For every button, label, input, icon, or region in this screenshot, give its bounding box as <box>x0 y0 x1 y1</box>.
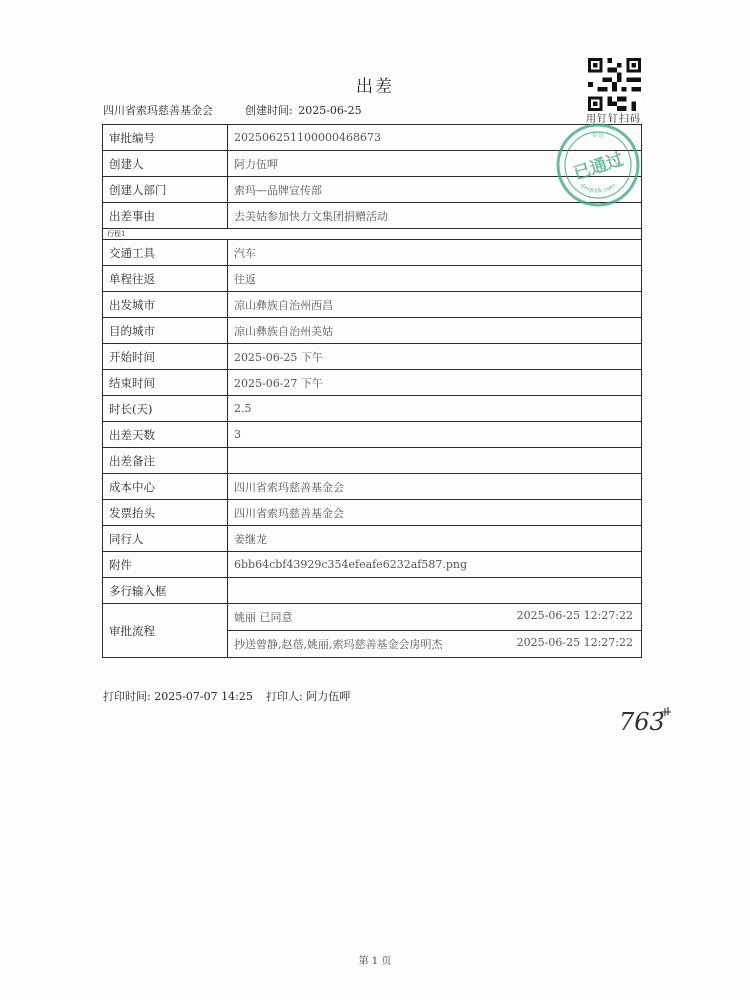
form-row <box>103 292 642 318</box>
field-value: 四川省索玛慈善基金会 <box>228 500 642 526</box>
field-label: 附件 <box>103 552 228 578</box>
approved-stamp-icon <box>553 120 643 210</box>
approval-step-time: 2025-06-25 12:27:22 <box>516 609 633 622</box>
field-label: 出发城市 <box>103 292 228 318</box>
field-value: 2025-06-27 下午 <box>228 370 642 396</box>
field-label: 出差备注 <box>103 448 228 474</box>
form-row <box>103 526 642 552</box>
field-value: 2.5 <box>228 396 642 422</box>
field-value: 6bb64cbf43929c354efeafe6232af587.png <box>228 552 642 578</box>
qr-code-icon <box>587 58 642 111</box>
created-value: 2025-06-25 <box>298 104 362 117</box>
field-label: 发票抬头 <box>103 500 228 526</box>
field-label: 结束时间 <box>103 370 228 396</box>
created-time <box>243 102 362 118</box>
handwritten-note <box>615 700 685 740</box>
svg-text:dingtalk.com <box>579 182 618 195</box>
form-row <box>103 318 642 344</box>
form-row <box>103 500 642 526</box>
field-value: 202506251100000468673 <box>228 125 642 151</box>
organization-name: 四川省索玛慈善基金会 <box>103 104 213 117</box>
form-row <box>103 240 642 266</box>
field-label: 出差事由 <box>103 203 228 229</box>
field-label: 单程往返 <box>103 266 228 292</box>
form-row <box>103 266 642 292</box>
field-value: 往返 <box>228 266 642 292</box>
field-label: 创建人 <box>103 151 228 177</box>
created-label: 创建时间: <box>245 104 293 117</box>
field-value: 索玛—品牌宣传部 <box>228 177 642 203</box>
form-row <box>103 474 642 500</box>
field-label: 多行输入框 <box>103 578 228 604</box>
field-value <box>228 448 642 474</box>
stamp-top-text: 审批 <box>591 131 605 140</box>
field-label: 审批编号 <box>103 125 228 151</box>
stamp-text: 已通过 <box>571 149 626 185</box>
approval-flow-label: 审批流程 <box>103 604 228 658</box>
field-value: 2025-06-25 下午 <box>228 344 642 370</box>
approval-step-text: 抄送曾静,赵蓓,姚丽,索玛慈善基金会房明杰 <box>234 638 443 651</box>
field-value: 姜继龙 <box>228 526 642 552</box>
field-value: 阿力伍呷 <box>228 151 642 177</box>
stamp-bottom-text: dingtalk.com <box>578 181 618 195</box>
field-label: 交通工具 <box>103 240 228 266</box>
field-value: 凉山彝族自治州西昌 <box>228 292 642 318</box>
printer-value: 阿力伍呷 <box>306 690 351 703</box>
field-label: 成本中心 <box>103 474 228 500</box>
qr-scan-label: 用钉钉扫码 <box>586 114 641 125</box>
print-time <box>103 688 253 704</box>
field-value: 去美姑参加快力文集团捐赠活动 <box>228 203 642 229</box>
form-row <box>103 344 642 370</box>
field-value: 凉山彝族自治州美姑 <box>228 318 642 344</box>
field-label: 出差天数 <box>103 422 228 448</box>
printer-label: 打印人: <box>266 690 303 703</box>
handwritten-number: 763 <box>619 708 665 736</box>
printer <box>266 688 350 704</box>
approval-step-time: 2025-06-25 12:27:22 <box>516 636 633 649</box>
section-label: 行程1 <box>103 229 642 240</box>
field-label: 创建人部门 <box>103 177 228 203</box>
form-row <box>103 422 642 448</box>
field-label: 时长(天) <box>103 396 228 422</box>
form-row <box>103 448 642 474</box>
field-value: 3 <box>228 422 642 448</box>
field-value: 四川省索玛慈善基金会 <box>228 474 642 500</box>
approval-step <box>228 631 642 658</box>
form-row <box>103 370 642 396</box>
form-row <box>103 578 642 604</box>
approval-step <box>228 604 642 631</box>
form-row <box>103 396 642 422</box>
field-label: 开始时间 <box>103 344 228 370</box>
page-number: 第 1 页 <box>358 956 392 967</box>
approval-step-text: 姚丽 已同意 <box>234 611 293 624</box>
print-time-label: 打印时间: <box>103 690 151 703</box>
field-value: 汽车 <box>228 240 642 266</box>
form-row <box>103 552 642 578</box>
field-label: 同行人 <box>103 526 228 552</box>
field-value <box>228 578 642 604</box>
print-time-value: 2025-07-07 14:25 <box>154 690 253 703</box>
field-label: 目的城市 <box>103 318 228 344</box>
document-title: 出差 <box>356 77 394 97</box>
